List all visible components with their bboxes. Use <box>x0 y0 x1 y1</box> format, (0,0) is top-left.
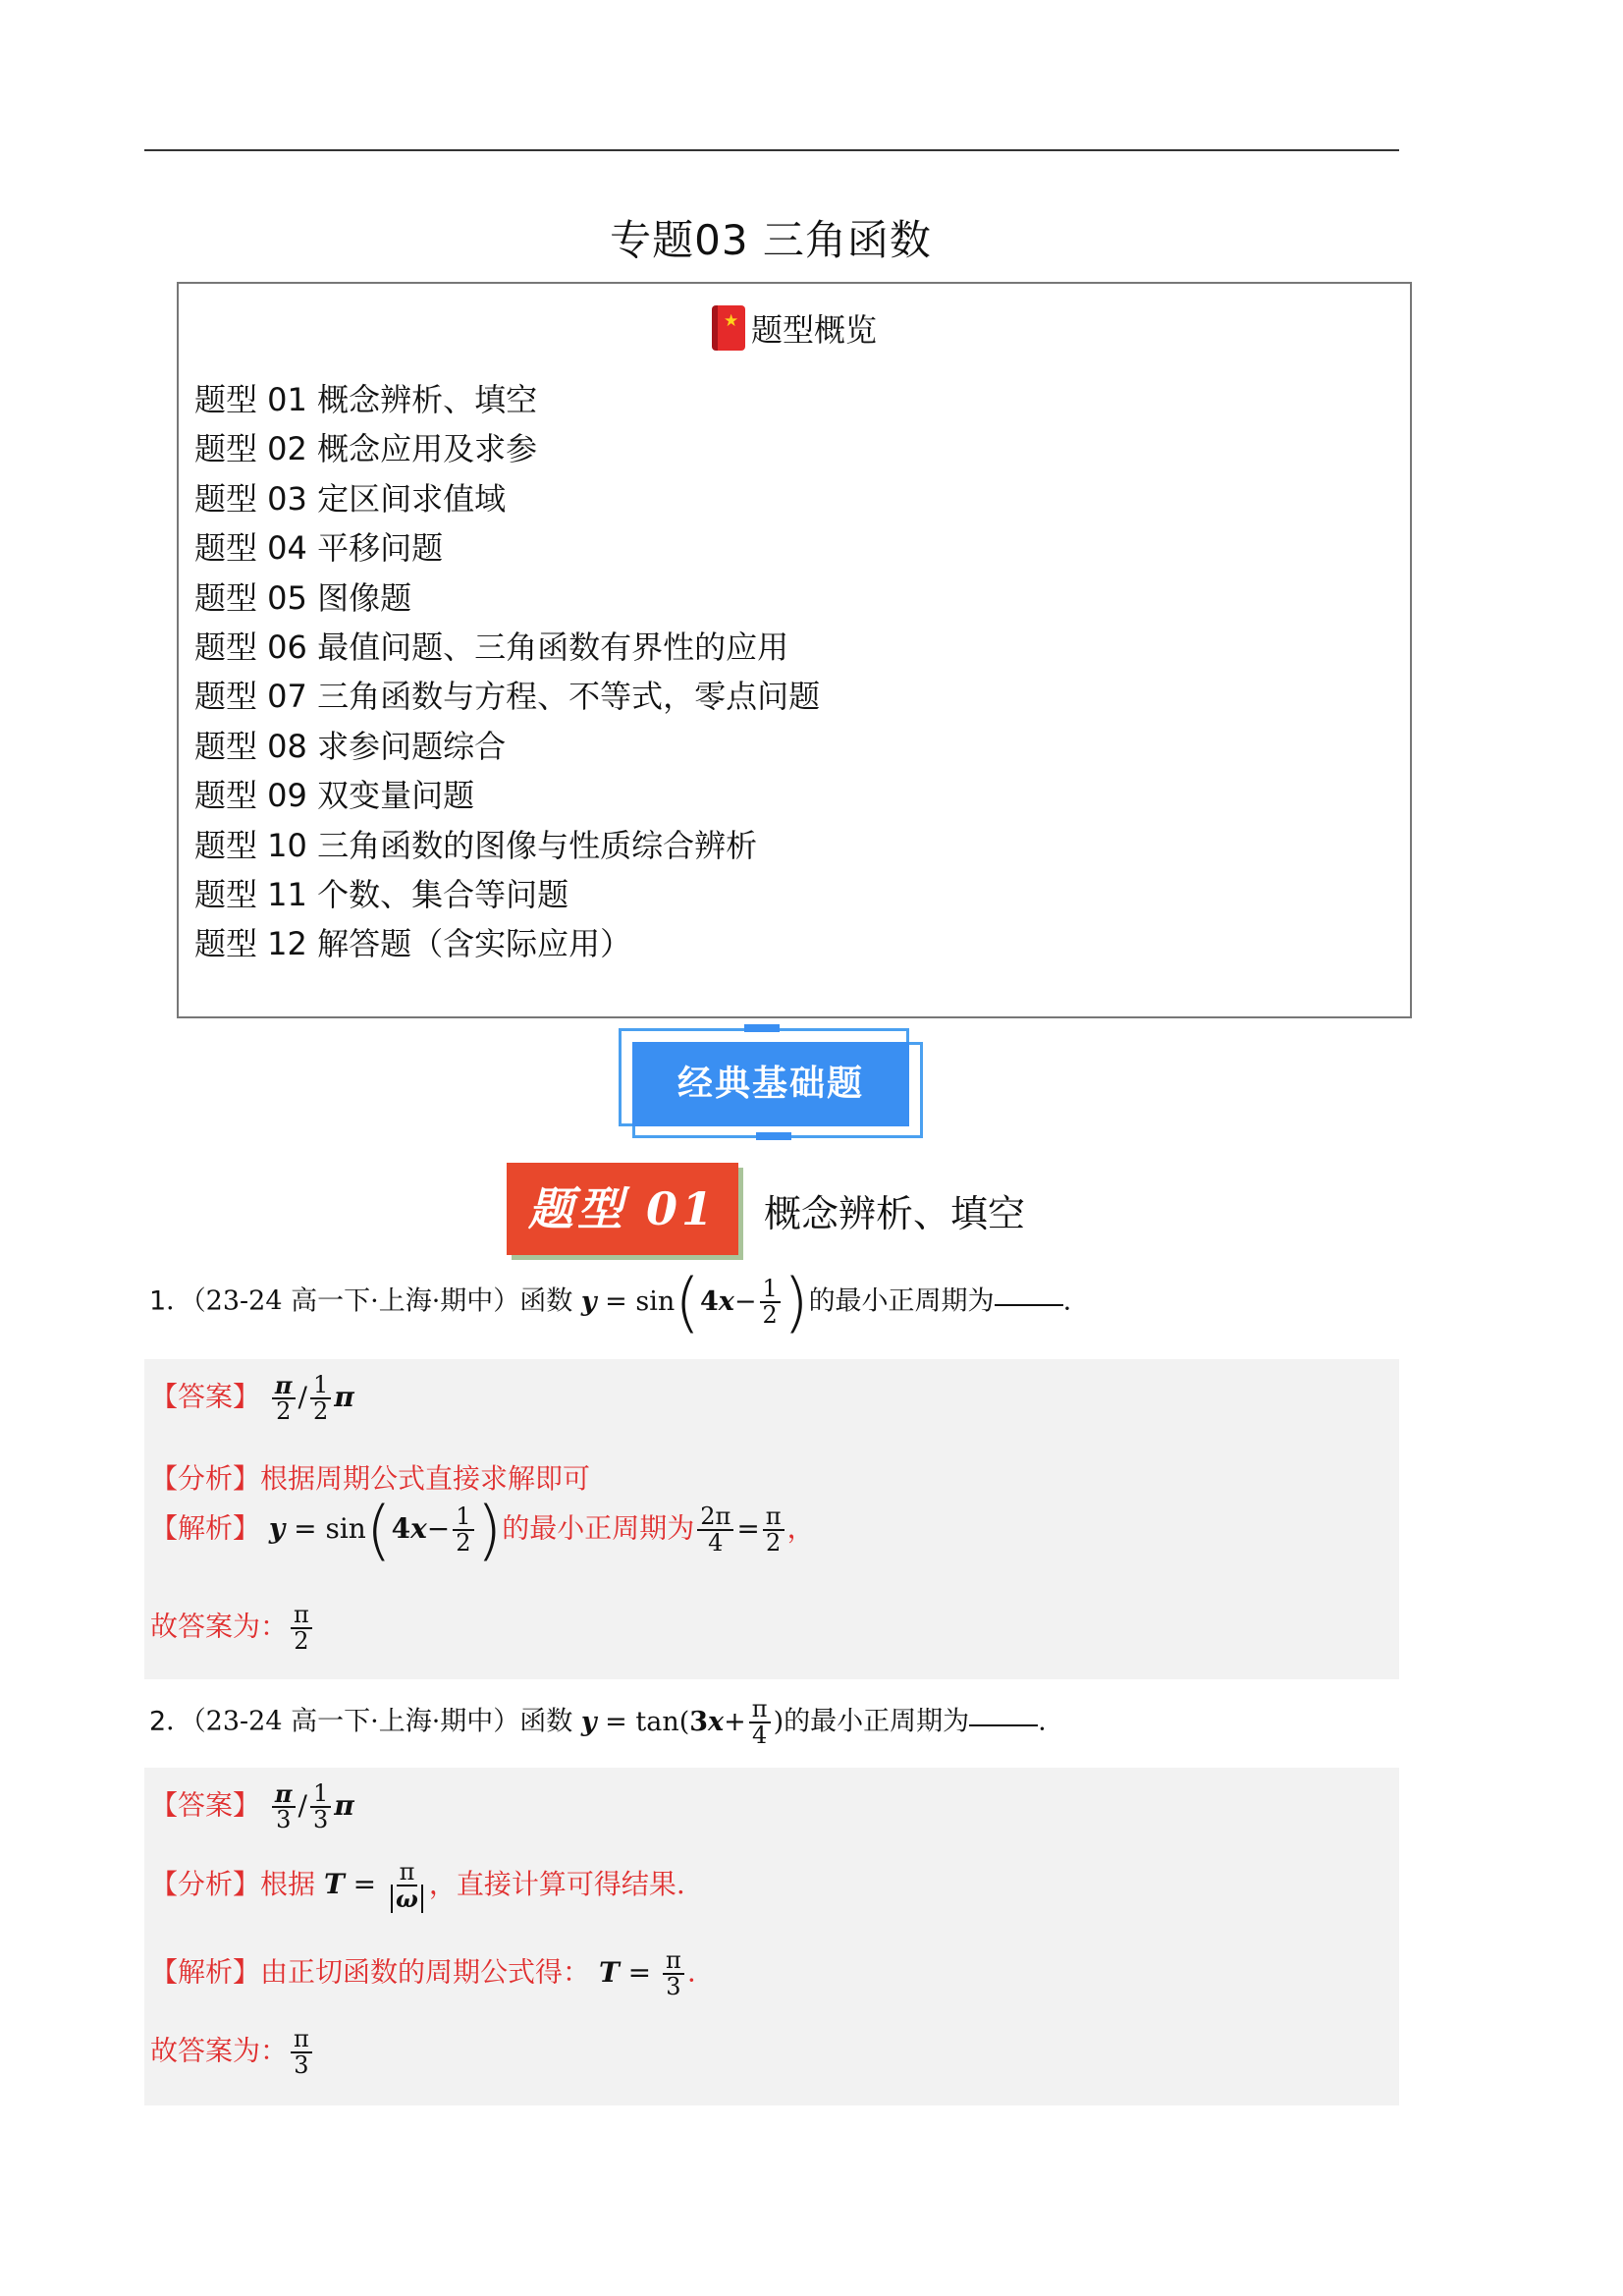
type-badge-title: 概念辨析、填空 <box>764 1192 1026 1235</box>
list-item: 题型 12 解答题（含实际应用） <box>194 925 632 963</box>
list-item: 题型 03 定区间求值域 <box>194 479 507 518</box>
formula: y = tan(3x+ $\frac{\pi}{4}$ ) <box>580 1695 784 1750</box>
list-item: 题型 04 平移问题 <box>194 529 444 568</box>
solution-row: 【解析】 y = sin(4x− $\frac{1}{2}$ )的最小正周期为 $\frac{2\pi}{4}$ = $\frac{\pi}{2}$ ， <box>150 1492 815 1568</box>
list-item: 题型 06 最值问题、三角函数有界性的应用 <box>194 628 789 666</box>
header-rule <box>144 149 1399 151</box>
answer-blank <box>969 1719 1038 1726</box>
list-item: 题型 10 三角函数的图像与性质综合辨析 <box>194 826 758 864</box>
page-title: 专题03 三角函数 <box>610 216 932 264</box>
list-item: 题型 09 双变量问题 <box>194 777 475 815</box>
answer-box-1 <box>144 1359 1399 1679</box>
list-item: 题型 07 三角函数与方程、不等式，零点问题 <box>194 678 821 716</box>
answer-blank <box>995 1298 1063 1306</box>
list-item: 题型 01 概念辨析、填空 <box>194 381 538 418</box>
section-banner-text: 经典基础题 <box>676 1064 864 1104</box>
answer-formula: $\frac{\pi}{3}$ / $\frac{1}{3}$ π <box>269 1789 354 1822</box>
question-2: 2．（23-24 高一下·上海·期中）函数 y = tan(3x+ $\frac{\pi}{4}$ )的最小正周期为 . <box>149 1695 1047 1750</box>
list-item: 题型 11 个数、集合等问题 <box>194 875 569 913</box>
type-list <box>194 375 820 969</box>
book-icon <box>712 305 745 351</box>
solution-row: 【解析】由正切函数的周期公式得： T = $\frac{\pi}{3}$ . <box>150 1946 696 2001</box>
solution-formula: y = sin(4x− $\frac{1}{2}$ ) <box>268 1492 503 1568</box>
list-item: 题型 08 求参问题综合 <box>194 727 507 765</box>
list-item: 题型 05 图像题 <box>194 578 412 617</box>
overview-heading-text: 题型概览 <box>750 311 877 349</box>
section-banner <box>619 1028 923 1138</box>
answer-formula: $\frac{\pi}{2}$ / $\frac{1}{2}$ π <box>269 1381 354 1413</box>
overview-box <box>177 282 1412 1018</box>
type-badge-label: 题型 01 <box>527 1182 718 1235</box>
formula: y = sin(4x− $\frac{1}{2}$ ) <box>580 1264 809 1340</box>
answer-row: 【答案】 $\frac{\pi}{2}$ / $\frac{1}{2}$ π <box>150 1371 354 1426</box>
analysis-row: 【分析】根据周期公式直接求解即可 <box>150 1462 591 1495</box>
conclusion-row: 故答案为： $\frac{\pi}{3}$ <box>150 2027 315 2078</box>
answer-box-2 <box>144 1768 1399 2105</box>
question-1: 1．（23-24 高一下·上海·期中）函数 y = sin(4x− $\frac{1}{2}$ )的最小正周期为 . <box>149 1264 1072 1340</box>
answer-row: 【答案】 $\frac{\pi}{3}$ / $\frac{1}{3}$ π <box>150 1779 354 1834</box>
type-badge <box>507 1163 738 1255</box>
overview-heading <box>179 305 1410 351</box>
conclusion-row: 故答案为： $\frac{\pi}{2}$ <box>150 1603 315 1654</box>
list-item: 题型 02 概念应用及求参 <box>194 430 538 468</box>
analysis-row: 【分析】根据 T = $\frac{\pi}{\omega}$ ，直接计算可得结果. <box>150 1858 685 1914</box>
